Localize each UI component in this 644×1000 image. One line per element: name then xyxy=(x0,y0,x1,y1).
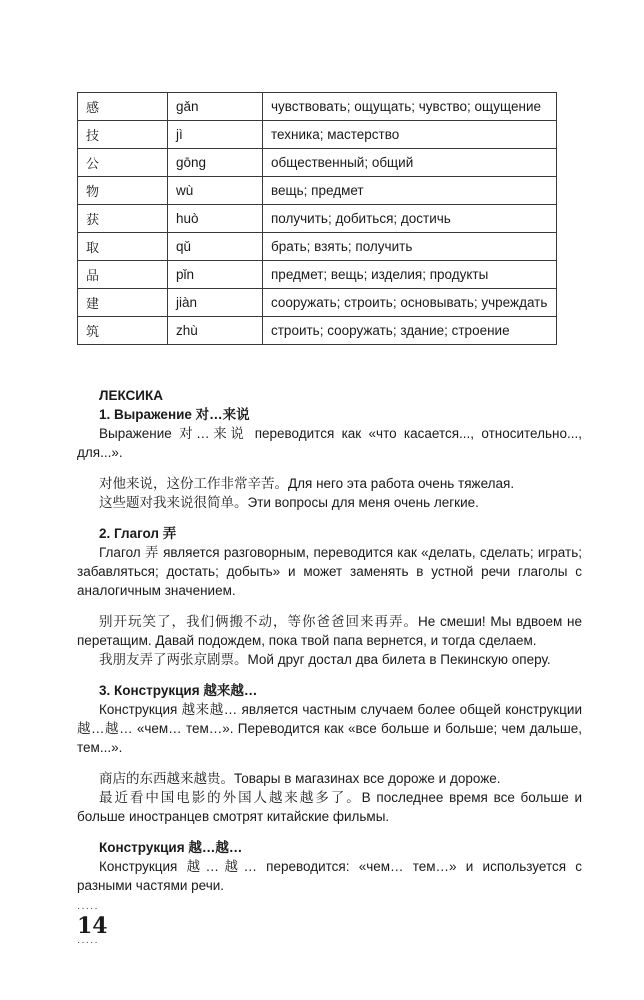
hanzi-cell: 取 xyxy=(78,233,168,261)
pinyin-cell: wù xyxy=(168,177,263,205)
meaning-cell: строить; сооружать; здание; строение xyxy=(263,317,557,345)
subsection-heading-2: 2. Глагол 弄 xyxy=(99,526,177,541)
meaning-cell: предмет; вещь; изделия; продукты xyxy=(263,261,557,289)
pinyin-cell: gǎn xyxy=(168,93,263,121)
vocab-row xyxy=(78,149,557,177)
pinyin-cell: qǔ xyxy=(168,233,263,261)
meaning-cell: чувствовать; ощущать; чувство; ощущение xyxy=(263,93,557,121)
vocabulary-table-body xyxy=(78,93,557,345)
vocab-row xyxy=(78,289,557,317)
subsection-2-example-2: 我朋友弄了两张京剧票。Мой друг достал два билета в Пекинскую оперу. xyxy=(99,652,551,667)
subsection-1-example-1: 对他来说，这份工作非常辛苦。Для него эта работа очень тяжелая. xyxy=(99,476,515,491)
hanzi-cell: 技 xyxy=(78,121,168,149)
hanzi-cell: 品 xyxy=(78,261,168,289)
vocab-row xyxy=(78,177,557,205)
subsection-3-example-1: 商店的东西越来越贵。Товары в магазинах все дороже и дороже. xyxy=(99,771,501,786)
pinyin-cell: zhù xyxy=(168,317,263,345)
subsection-3-description: Конструкция 越来越… является частным случаем более общей конструкции 越…越… «чем… тем…». Переводится как «все больше и больше; чем дальше, тем...». xyxy=(77,702,582,755)
meaning-cell: брать; взять; получить xyxy=(263,233,557,261)
vocab-row xyxy=(78,233,557,261)
hanzi-cell: 获 xyxy=(78,205,168,233)
vocab-row xyxy=(78,93,557,121)
pinyin-cell: huò xyxy=(168,205,263,233)
pinyin-cell: jiàn xyxy=(168,289,263,317)
lexicon-section xyxy=(77,386,582,895)
hanzi-cell: 感 xyxy=(78,93,168,121)
section-title: ЛЕКСИКА xyxy=(99,388,163,403)
subsection-2-description: Глагол 弄 является разговорным, переводится как «делать, сделать; играть; забавляться; достать; добыть» и может заменять в устной речи глаголы с аналогичным значением. xyxy=(77,545,582,598)
page-number-dots-top: ····· xyxy=(77,903,99,914)
vocab-row xyxy=(78,205,557,233)
vocab-row xyxy=(78,261,557,289)
vocabulary-table xyxy=(77,92,557,345)
meaning-cell: вещь; предмет xyxy=(263,177,557,205)
subsection-1-example-2: 这些题对我来说很简单。Эти вопросы для меня очень легкие. xyxy=(99,495,479,510)
meaning-cell: получить; добиться; достичь xyxy=(263,205,557,233)
subsection-3-example-2: 最近看中国电影的外国人越来越多了。В последнее время все больше и больше иностранцев смотрят китайские фильмы. xyxy=(77,790,582,824)
subsection-1-description: Выражение 对…来说 переводится как «что касается..., относительно..., для...». xyxy=(77,426,582,460)
page-number-dots-bottom: ····· xyxy=(77,937,99,948)
meaning-cell: общественный; общий xyxy=(263,149,557,177)
meaning-cell: техника; мастерство xyxy=(263,121,557,149)
pinyin-cell: jì xyxy=(168,121,263,149)
subsection-4-description: Конструкция 越…越… переводится: «чем… тем…» и используется с разными частями речи. xyxy=(77,859,582,893)
meaning-cell: сооружать; строить; основывать; учреждать xyxy=(263,289,557,317)
hanzi-cell: 公 xyxy=(78,149,168,177)
subsection-2-example-1: 别开玩笑了，我们俩搬不动，等你爸爸回来再弄。Не смеши! Мы вдвоем не перетащим. Давай подождем, пока твой папа вернется, и тогда сделаем. xyxy=(77,614,582,648)
subsection-heading-4: Конструкция 越…越… xyxy=(99,840,243,855)
subsection-heading-1: 1. Выражение 对…来说 xyxy=(99,407,250,422)
vocab-row xyxy=(78,317,557,345)
vocab-row xyxy=(78,121,557,149)
hanzi-cell: 物 xyxy=(78,177,168,205)
pinyin-cell: gōng xyxy=(168,149,263,177)
subsection-heading-3: 3. Конструкция 越来越… xyxy=(99,683,258,698)
pinyin-cell: pǐn xyxy=(168,261,263,289)
hanzi-cell: 建 xyxy=(78,289,168,317)
hanzi-cell: 筑 xyxy=(78,317,168,345)
page-number: 14 xyxy=(77,913,108,939)
